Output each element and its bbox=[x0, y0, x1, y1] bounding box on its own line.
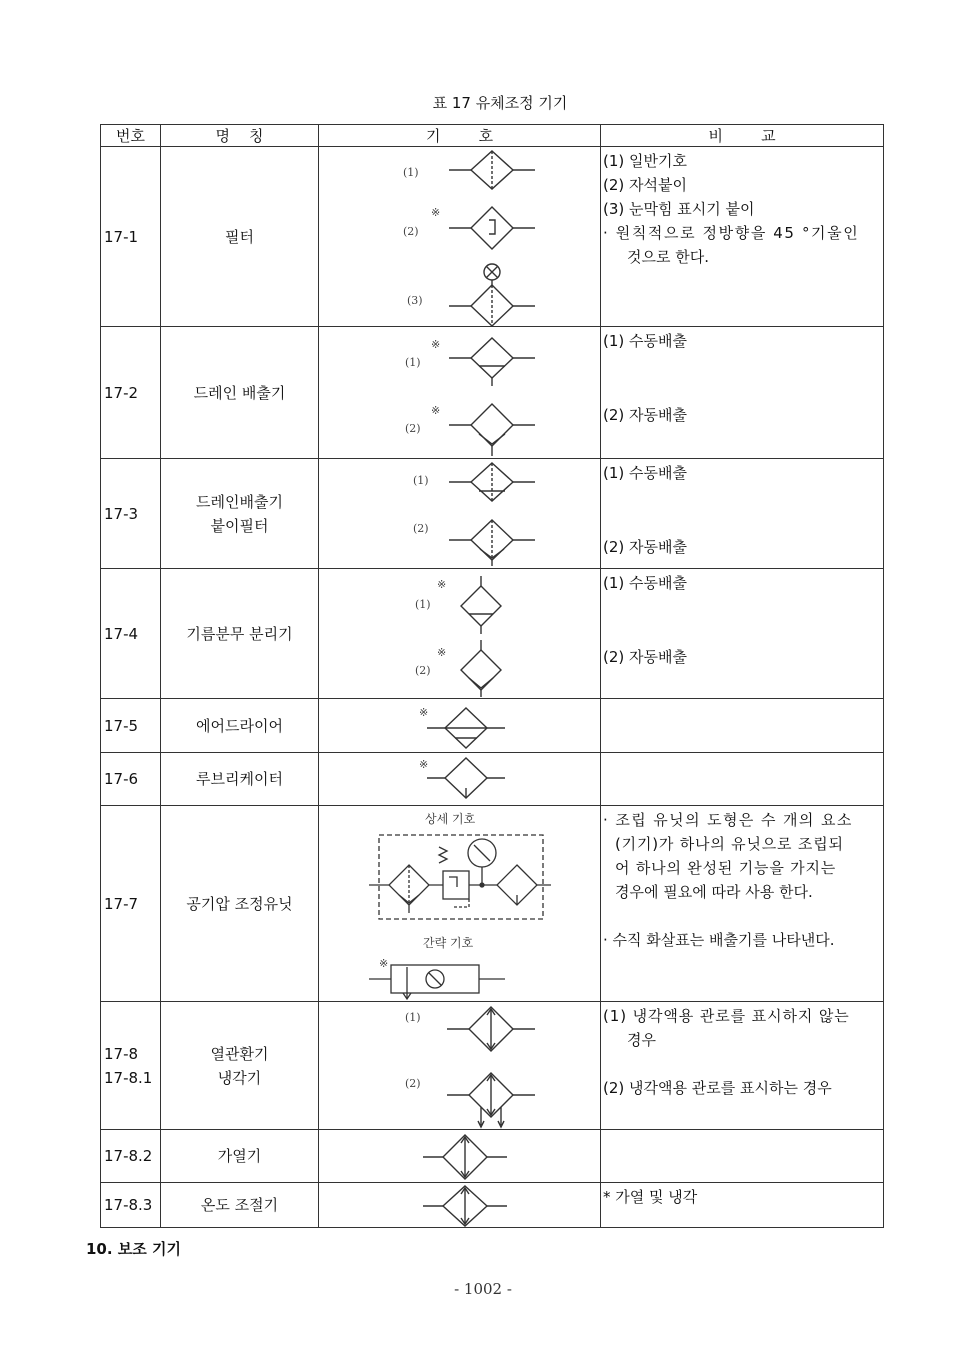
temperature-regulator-symbol-icon bbox=[319, 1184, 601, 1227]
temperature-regulator-symbol bbox=[319, 1183, 601, 1228]
row-num: 17-3 bbox=[101, 459, 161, 569]
row-num: 17-8 17-8.1 bbox=[101, 1002, 161, 1130]
drain-symbols bbox=[319, 327, 601, 459]
table-row bbox=[101, 1002, 884, 1130]
row-note: (1) 수동배출 (2) 자동배출 bbox=[601, 327, 884, 459]
table-title: 표 17 유체조정 기기 bbox=[432, 94, 568, 112]
table-row bbox=[101, 147, 884, 327]
svg-text:※: ※ bbox=[431, 403, 441, 417]
row-num: 17-4 bbox=[101, 569, 161, 699]
mist-separator-symbols bbox=[319, 569, 601, 699]
row-num: 17-8.2 bbox=[101, 1130, 161, 1183]
svg-text:(1): (1) bbox=[405, 1010, 421, 1024]
lubricator-symbol-icon bbox=[319, 754, 601, 805]
table-row bbox=[101, 753, 884, 806]
header-symbol: 기 호 bbox=[319, 125, 601, 147]
row-name: 에어드라이어 bbox=[161, 699, 319, 753]
label-2: (2) bbox=[403, 224, 419, 238]
row-name: 루브리케이터 bbox=[161, 753, 319, 806]
row-note bbox=[601, 1130, 884, 1183]
table-row bbox=[101, 699, 884, 753]
air-service-unit-symbols bbox=[319, 806, 601, 1002]
row-name: 필터 bbox=[161, 147, 319, 327]
svg-text:간략 기호: 간략 기호 bbox=[423, 935, 474, 950]
heater-symbol bbox=[319, 1130, 601, 1183]
table-row bbox=[101, 1130, 884, 1183]
filter-symbol-icon bbox=[319, 148, 601, 326]
mark-2: ※ bbox=[431, 205, 441, 219]
table-header-row bbox=[101, 125, 884, 147]
row-num: 17-7 bbox=[101, 806, 161, 1002]
row-name: 온도 조절기 bbox=[161, 1183, 319, 1228]
fluid-conditioning-table bbox=[100, 124, 884, 1228]
air-dryer-symbol-icon bbox=[319, 700, 601, 752]
drain-symbol-icon bbox=[319, 328, 601, 458]
svg-text:(1): (1) bbox=[415, 597, 431, 611]
row-num: 17-5 bbox=[101, 699, 161, 753]
air-service-unit-symbol-icon bbox=[319, 807, 601, 1001]
row-name: 열관환기 냉각기 bbox=[161, 1002, 319, 1130]
label-1: (1) bbox=[403, 165, 419, 179]
row-name: 기름분무 분리기 bbox=[161, 569, 319, 699]
row-name: 드레인 배출기 bbox=[161, 327, 319, 459]
svg-text:※: ※ bbox=[437, 577, 447, 591]
heater-symbol-icon bbox=[319, 1131, 601, 1182]
table-row bbox=[101, 569, 884, 699]
table-row bbox=[101, 806, 884, 1002]
svg-text:(1): (1) bbox=[413, 473, 429, 487]
label-3: (3) bbox=[407, 293, 423, 307]
filter-symbols bbox=[319, 147, 601, 327]
table-row bbox=[101, 459, 884, 569]
cooler-symbol-icon bbox=[319, 1003, 601, 1129]
page-number: - 1002 - bbox=[454, 1280, 512, 1298]
svg-text:상세 기호: 상세 기호 bbox=[425, 811, 476, 826]
svg-text:(2): (2) bbox=[413, 521, 429, 535]
row-name: 드레인배출기 붙이필터 bbox=[161, 459, 319, 569]
table-row bbox=[101, 327, 884, 459]
row-note: * 가열 및 냉각 bbox=[601, 1183, 884, 1228]
svg-text:(2): (2) bbox=[405, 421, 421, 435]
row-note: (1) 수동배출 (2) 자동배출 bbox=[601, 459, 884, 569]
row-num: 17-6 bbox=[101, 753, 161, 806]
svg-text:※: ※ bbox=[419, 705, 429, 719]
svg-text:(2): (2) bbox=[405, 1076, 421, 1090]
row-note bbox=[601, 699, 884, 753]
header-note: 비 교 bbox=[601, 125, 884, 147]
row-name: 가열기 bbox=[161, 1130, 319, 1183]
air-dryer-symbol bbox=[319, 699, 601, 753]
svg-text:※: ※ bbox=[419, 757, 429, 771]
svg-text:(1): (1) bbox=[405, 355, 421, 369]
header-num: 번호 bbox=[101, 125, 161, 147]
row-num: 17-8.3 bbox=[101, 1183, 161, 1228]
row-name: 공기압 조정유닛 bbox=[161, 806, 319, 1002]
row-note: (1) 냉각액용 관로를 표시하지 않는 경우 (2) 냉각액용 관로를 표시하는 경우 bbox=[601, 1002, 884, 1130]
svg-text:(2): (2) bbox=[415, 663, 431, 677]
row-note: (1) 수동배출 (2) 자동배출 bbox=[601, 569, 884, 699]
drain-filter-symbol-icon bbox=[319, 460, 601, 568]
mist-separator-symbol-icon bbox=[319, 570, 601, 698]
cooler-symbols bbox=[319, 1002, 601, 1130]
svg-text:※: ※ bbox=[431, 337, 441, 351]
row-note: · 조립 유닛의 도형은 수 개의 요소 (기기)가 하나의 유닛으로 조립되 어 하나의 완성된 기능을 가지는 경우에 필요에 따라 사용 한다. · 수직 화살표는 배출기를 나타낸다. bbox=[601, 806, 884, 1002]
header-name: 명 칭 bbox=[161, 125, 319, 147]
svg-text:※: ※ bbox=[379, 956, 389, 970]
row-num: 17-1 bbox=[101, 147, 161, 327]
lubricator-symbol bbox=[319, 753, 601, 806]
row-note bbox=[601, 753, 884, 806]
svg-text:※: ※ bbox=[437, 645, 447, 659]
row-note: (1) 일반기호 (2) 자석붙이 (3) 눈막힘 표시기 붙이 · 원칙적으로 정방향을 45 °기울인 것으로 한다. bbox=[601, 147, 884, 327]
section-heading: 10. 보조 기기 bbox=[86, 1240, 181, 1258]
row-num: 17-2 bbox=[101, 327, 161, 459]
table-row bbox=[101, 1183, 884, 1228]
drain-filter-symbols bbox=[319, 459, 601, 569]
